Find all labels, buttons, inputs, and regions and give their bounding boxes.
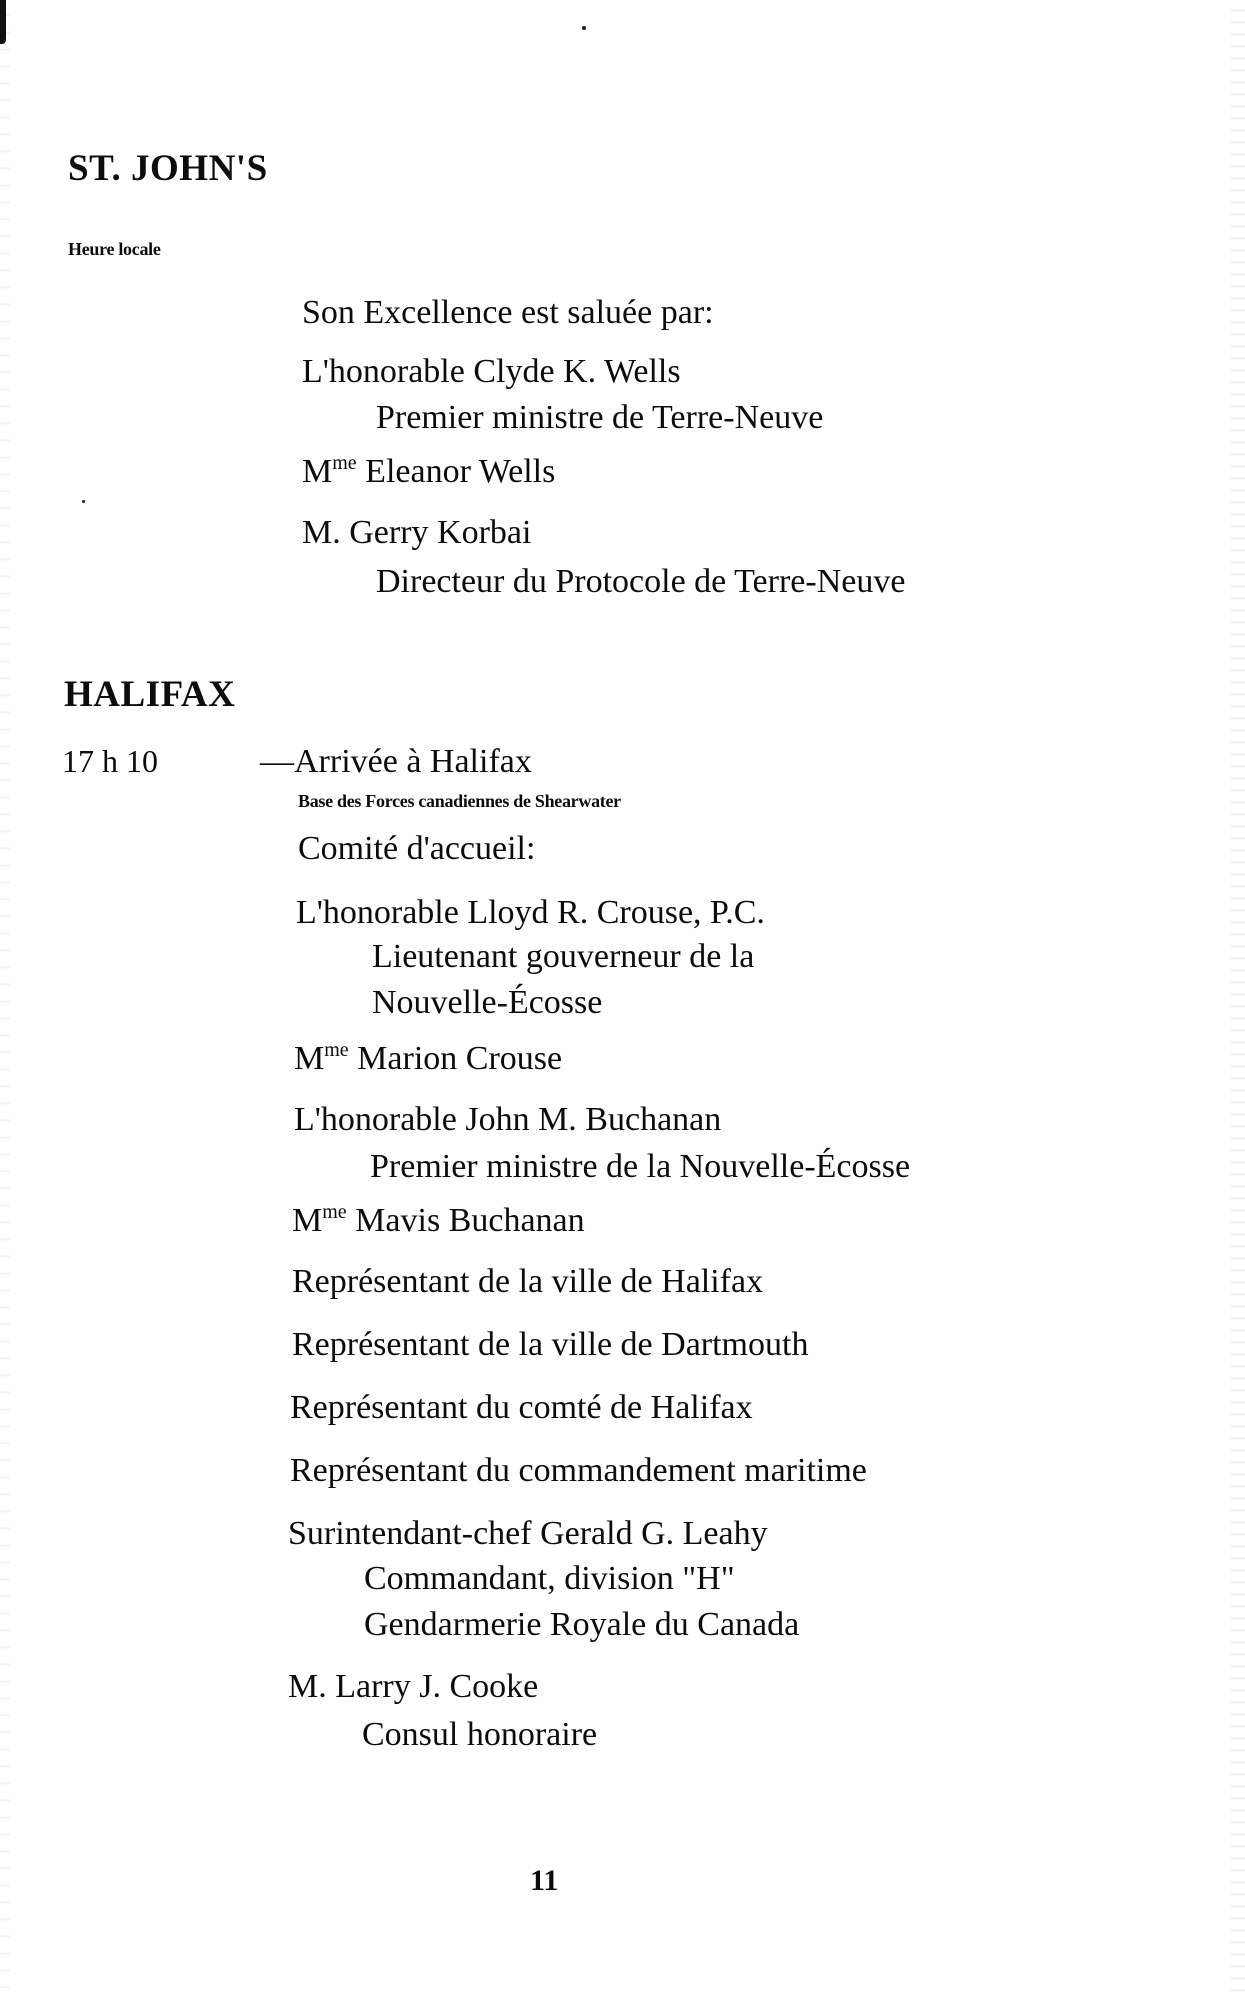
- welcome-committee-label: Comité d'accueil:: [298, 830, 536, 867]
- dignitary-title: Gendarmerie Royale du Canada: [364, 1606, 800, 1643]
- dignitary-title: Commandant, division "H": [364, 1560, 735, 1597]
- representative-line: Représentant du commandement maritime: [290, 1452, 867, 1489]
- dignitary-name: $M^{me}$ Eleanor Wells: [302, 452, 556, 490]
- scan-edge-right: [1231, 0, 1245, 1995]
- dignitary-name: L'honorable Clyde K. Wells: [302, 353, 681, 390]
- dignitary-name: M. Gerry Korbai: [302, 514, 532, 551]
- dignitary-title: Lieutenant gouverneur de la: [372, 938, 755, 975]
- dignitary-title: Premier ministre de la Nouvelle-Écosse: [370, 1148, 911, 1185]
- arrival-line: —Arrivée à Halifax: [260, 743, 532, 780]
- dignitary-title: Nouvelle-Écosse: [372, 984, 603, 1021]
- dignitary-name: L'honorable Lloyd R. Crouse, P.C.: [296, 894, 765, 931]
- representative-line: Représentant du comté de Halifax: [290, 1389, 753, 1426]
- scan-speck: [582, 26, 586, 30]
- dignitary-title: Premier ministre de Terre-Neuve: [376, 399, 824, 436]
- scan-edge-left: [0, 0, 10, 1995]
- representative-line: Représentant de la ville de Dartmouth: [292, 1326, 809, 1363]
- local-time-label: Heure locale: [68, 239, 161, 259]
- section-heading-st-johns: ST. JOHN'S: [68, 148, 268, 189]
- section-heading-halifax: HALIFAX: [64, 674, 236, 715]
- dignitary-name: $M^{me}$ Marion Crouse: [294, 1039, 563, 1077]
- dignitary-name: Surintendant-chef Gerald G. Leahy: [288, 1515, 768, 1552]
- event-time: 17 h 10: [62, 743, 158, 779]
- scan-corner-mark: [0, 0, 6, 44]
- dignitary-title: Directeur du Protocole de Terre-Neuve: [376, 563, 906, 600]
- arrival-location: Base des Forces canadiennes de Shearwater: [298, 791, 621, 811]
- greeting-intro: Son Excellence est saluée par:: [302, 294, 714, 331]
- dignitary-title: Consul honoraire: [362, 1716, 598, 1753]
- dignitary-name: M. Larry J. Cooke: [288, 1668, 539, 1705]
- dignitary-name: L'honorable John M. Buchanan: [294, 1101, 722, 1138]
- representative-line: Représentant de la ville de Halifax: [292, 1263, 764, 1300]
- dignitary-name: $M^{me}$ Mavis Buchanan: [292, 1201, 585, 1239]
- scan-speck: [82, 500, 85, 503]
- page-number: 11: [530, 1864, 559, 1897]
